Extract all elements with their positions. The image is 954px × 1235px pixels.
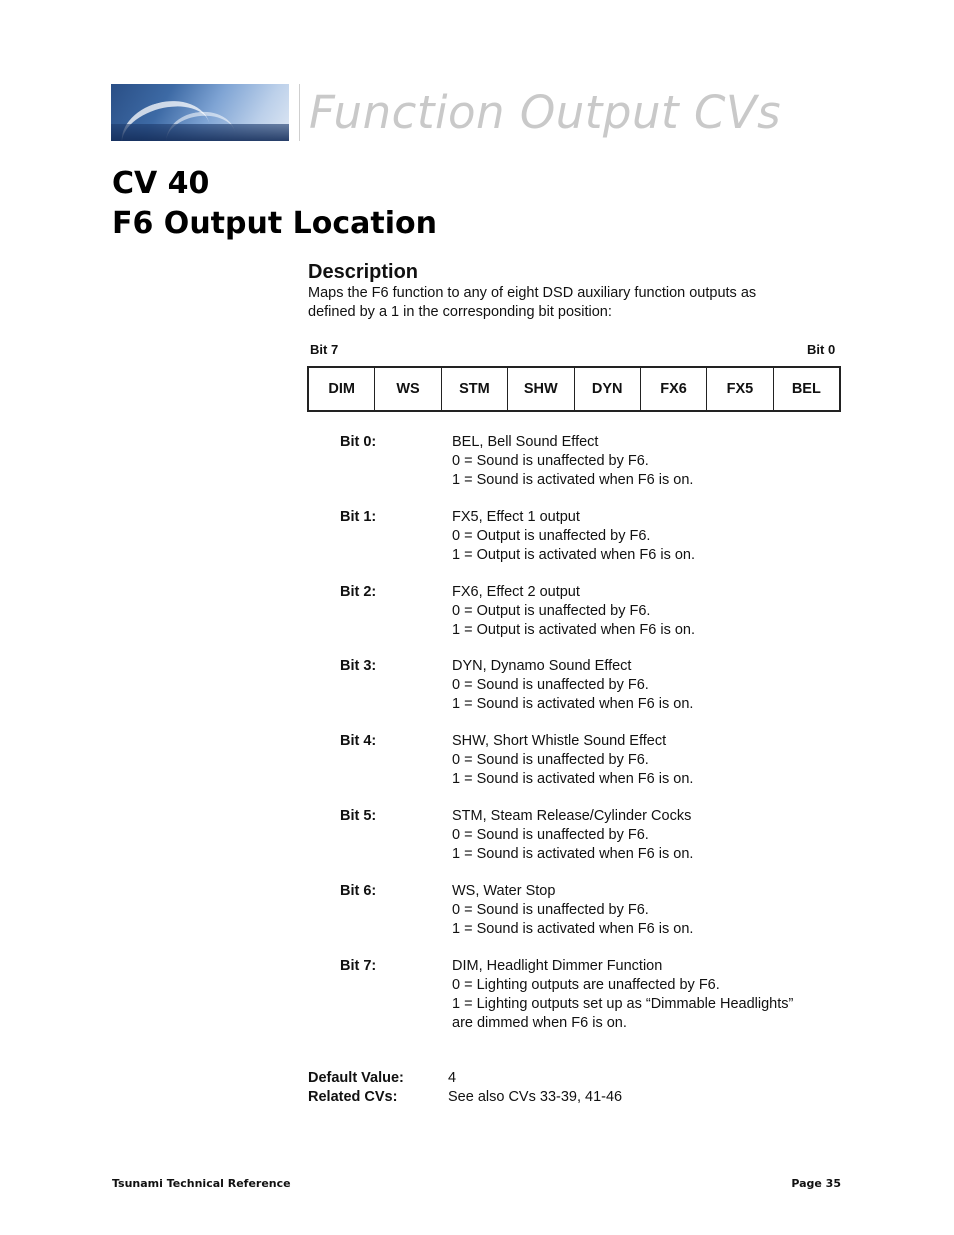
cv-name: F6 Output Location xyxy=(112,206,437,241)
bit-definition-line: 1 = Sound is activated when F6 is on. xyxy=(452,921,694,937)
description-title: Description xyxy=(308,261,419,283)
bit-definition-label: Bit 4: xyxy=(340,733,377,749)
bit-definition-line: STM, Steam Release/Cylinder Cocks xyxy=(452,808,692,824)
footer-page-number: Page 35 xyxy=(791,1177,841,1190)
bit-definition-line: FX5, Effect 1 output xyxy=(452,509,580,525)
cv-heading xyxy=(112,164,437,244)
bit-table-left-label: Bit 7 xyxy=(310,342,339,357)
default-value: 4 xyxy=(448,1070,457,1086)
bit-definition-line: DYN, Dynamo Sound Effect xyxy=(452,658,632,674)
bit-definition-label: Bit 1: xyxy=(340,509,377,525)
bit-cell: SHW xyxy=(508,368,574,410)
description-line: Maps the F6 function to any of eight DSD auxiliary function outputs as xyxy=(308,285,757,301)
bit-definition-line: WS, Water Stop xyxy=(452,883,556,899)
section-title: Function Output CVs xyxy=(309,86,782,139)
bit-cell: FX6 xyxy=(641,368,707,410)
bit-definition-line: FX6, Effect 2 output xyxy=(452,584,580,600)
bit-definition-line: 1 = Sound is activated when F6 is on. xyxy=(452,696,694,712)
bit-definition-line: 0 = Sound is unaffected by F6. xyxy=(452,453,649,469)
bit-definition-line: 0 = Sound is unaffected by F6. xyxy=(452,752,649,768)
bit-definition-line: 0 = Sound is unaffected by F6. xyxy=(452,677,649,693)
bit-definition-label: Bit 7: xyxy=(340,958,377,974)
bit-definition-label: Bit 2: xyxy=(340,584,377,600)
bit-definition-line: DIM, Headlight Dimmer Function xyxy=(452,958,663,974)
bit-definition-line: are dimmed when F6 is on. xyxy=(452,1015,627,1031)
footer-title: Tsunami Technical Reference xyxy=(112,1177,291,1190)
bit-definition-line: 0 = Output is unaffected by F6. xyxy=(452,528,651,544)
bit-definition-line: 0 = Sound is unaffected by F6. xyxy=(452,827,649,843)
wave-banner-image xyxy=(111,84,289,141)
bit-definition-line: 1 = Sound is activated when F6 is on. xyxy=(452,472,694,488)
bit-definition-line: 1 = Lighting outputs set up as “Dimmable Headlights” xyxy=(452,996,794,1012)
bit-definition-line: 1 = Sound is activated when F6 is on. xyxy=(452,846,694,862)
bit-definition-label: Bit 3: xyxy=(340,658,377,674)
description-text xyxy=(308,284,828,322)
bit-definition-line: BEL, Bell Sound Effect xyxy=(452,434,599,450)
bit-definition-line: SHW, Short Whistle Sound Effect xyxy=(452,733,667,749)
related-cvs-value: See also CVs 33-39, 41-46 xyxy=(448,1089,623,1105)
bit-definition-line: 0 = Lighting outputs are unaffected by F6. xyxy=(452,977,720,993)
bit-definition-label: Bit 0: xyxy=(340,434,377,450)
bit-definition-line: 0 = Output is unaffected by F6. xyxy=(452,603,651,619)
bit-definition-line: 1 = Output is activated when F6 is on. xyxy=(452,547,696,563)
bit-definition-line: 1 = Output is activated when F6 is on. xyxy=(452,622,696,638)
bit-table-right-label: Bit 0 xyxy=(807,342,836,357)
bit-cell: STM xyxy=(442,368,508,410)
cv-number: CV 40 xyxy=(112,166,210,201)
bit-definition-line: 0 = Sound is unaffected by F6. xyxy=(452,902,649,918)
related-cvs-label: Related CVs: xyxy=(308,1089,398,1105)
bit-cell: BEL xyxy=(791,381,821,397)
bit-table xyxy=(307,366,841,412)
banner-divider xyxy=(299,84,300,141)
bit-definition-label: Bit 5: xyxy=(340,808,377,824)
default-value-label: Default Value: xyxy=(308,1070,404,1086)
bit-cell: FX5 xyxy=(707,368,773,410)
bit-cell: WS xyxy=(375,368,441,410)
bit-definition-label: Bit 6: xyxy=(340,883,377,899)
description-line: defined by a 1 in the corresponding bit position: xyxy=(308,304,612,320)
bit-cell: DYN xyxy=(575,368,641,410)
bit-cell: DIM xyxy=(309,368,375,410)
bit-definition-line: 1 = Sound is activated when F6 is on. xyxy=(452,771,694,787)
